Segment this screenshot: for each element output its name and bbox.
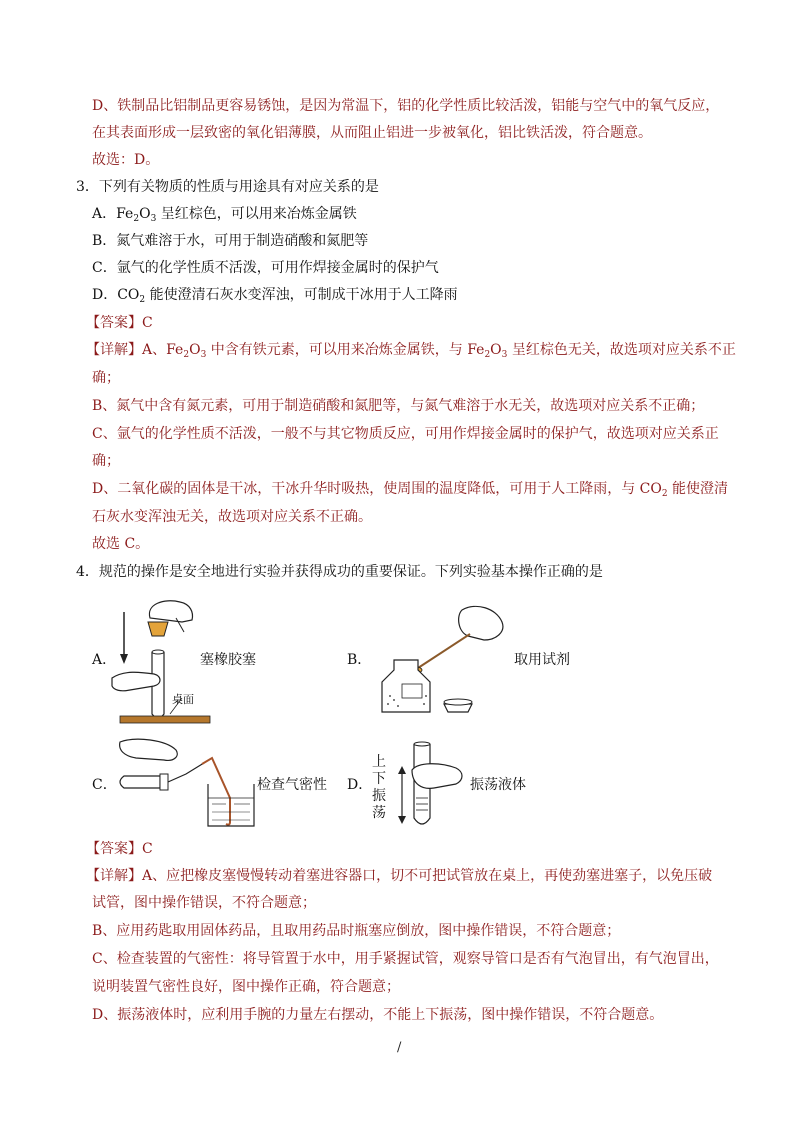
- q3-analysis-d-line2: 石灰水变浑浊无关，故选项对应关系不正确。: [92, 509, 372, 525]
- fig-b-reagent-illustration: [372, 600, 508, 718]
- q4-analysis-b: B、应用药匙取用固体药品，且取用药品时瓶塞应倒放，图中操作错误，不符合题意；: [92, 923, 621, 939]
- q3-analysis-a-line1: 【详解】A、$Fe_2O_3$ 中含有铁元素，可以用来冶炼金属铁，与 $Fe_2O_3$ 呈红棕色无关，故选项对应关系不正: [86, 342, 736, 360]
- q3-option-a: A．$Fe_2O_3$ 呈红棕色，可以用来冶炼金属铁: [92, 206, 357, 224]
- fig-c-caption: 检查气密性: [257, 777, 327, 793]
- page-number: /: [397, 1040, 402, 1055]
- q3-analysis-c-line1: C、氩气的化学性质不活泼，一般不与其它物质反应，可用作焊接金属时的保护气，故选项对应关系正: [92, 426, 719, 442]
- fig-b-label: B．: [347, 652, 372, 668]
- fig-d-label: D．: [347, 777, 373, 793]
- q4-analysis-c-line2: 说明装置气密性良好，图中操作正确，符合题意；: [92, 979, 400, 995]
- fig-a-desk-label: 桌面: [172, 693, 194, 706]
- fig-d-side-char-3: 振: [372, 788, 386, 804]
- q3-analysis-d-line1: D、二氧化碳的固体是干冰，干冰升华时吸热，使周围的温度降低，可用于人工降雨，与 $CO_2$ 能使澄清: [92, 481, 729, 499]
- prev-analysis-d-line1: D、铁制品比铝制品更容易锈蚀，是因为常温下，铝的化学性质比较活泼，铝能与空气中的氧气反应，: [92, 98, 720, 114]
- fig-b-caption: 取用试剂: [514, 652, 570, 668]
- q4-analysis-d: D、振荡液体时，应利用手腕的力量左右摆动，不能上下振荡，图中操作错误，不符合题意。: [92, 1007, 664, 1023]
- fig-d-side-label: [372, 754, 386, 822]
- fig-d-caption: 振荡液体: [470, 777, 526, 793]
- fig-a-label: A．: [92, 652, 117, 668]
- q3-analysis-a-line2: 确；: [92, 370, 120, 386]
- fig-d-shaking-illustration: [394, 740, 468, 830]
- q3-conclusion: 故选 C。: [92, 536, 150, 552]
- q4-stem: 4．规范的操作是安全地进行实验并获得成功的重要保证。下列实验基本操作正确的是: [76, 564, 603, 580]
- fig-d-side-char-2: 下: [372, 771, 386, 787]
- q3-stem: 3．下列有关物质的性质与用途具有对应关系的是: [76, 179, 379, 195]
- prev-analysis-d-line2: 在其表面形成一层致密的氧化铝薄膜，从而阻止铝进一步被氧化，铝比铁活泼，符合题意。: [92, 125, 652, 141]
- q4-answer: 【答案】C: [86, 841, 153, 857]
- fig-c-airtightness-illustration: [116, 738, 260, 830]
- q4-analysis-c-line1: C、检查装置的气密性：将导管置于水中，用手紧握试管，观察导管口是否有气泡冒出，有气泡冒出，: [92, 951, 719, 967]
- q3-option-d: D．$CO_2$ 能使澄清石灰水变浑浊，可制成干冰用于人工降雨: [92, 287, 458, 305]
- q3-analysis-c-line2: 确；: [92, 453, 120, 469]
- fig-a-caption: 塞橡胶塞: [200, 652, 256, 668]
- q3-option-b: B．氮气难溶于水，可用于制造硝酸和氮肥等: [92, 233, 369, 249]
- fig-c-label: C．: [92, 777, 117, 793]
- prev-conclusion: 故选：D。: [92, 152, 160, 168]
- fig-d-side-char-1: 上: [372, 754, 386, 770]
- q3-option-c: C．氩气的化学性质不活泼，可用作焊接金属时的保护气: [92, 260, 439, 276]
- q4-analysis-a-line2: 试管，图中操作错误，不符合题意；: [92, 895, 316, 911]
- q4-analysis-a-line1: 【详解】A、应把橡皮塞慢慢转动着塞进容器口，切不可把试管放在桌上，再使劲塞进塞子，以免压破: [86, 868, 713, 884]
- q3-answer: 【答案】C: [86, 315, 153, 331]
- fig-d-side-char-4: 荡: [372, 805, 386, 821]
- q3-analysis-b: B、氮气中含有氮元素，可用于制造硝酸和氮肥等，与氮气难溶于水无关，故选项对应关系不正确；: [92, 398, 705, 414]
